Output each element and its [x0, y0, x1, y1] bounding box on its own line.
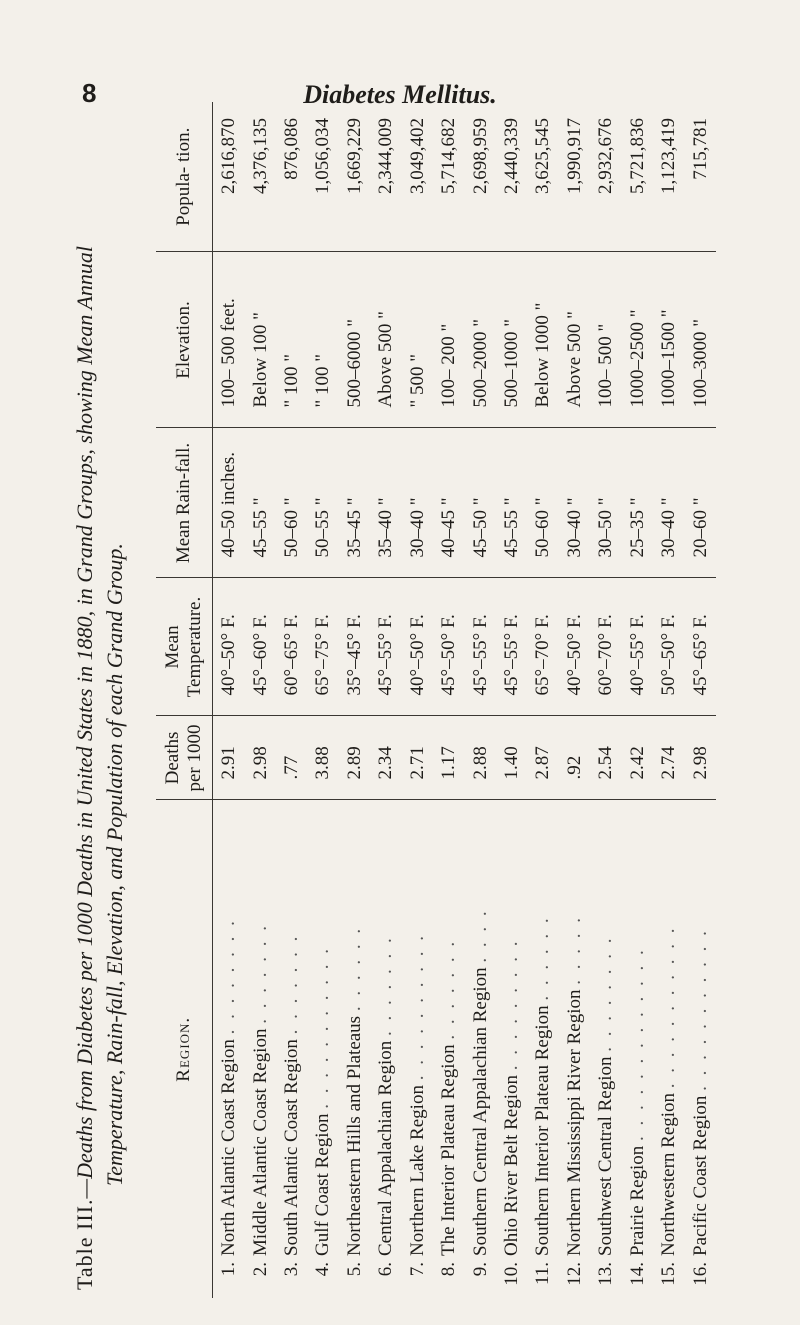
table-row	[433, 102, 464, 1298]
table-row	[559, 102, 590, 1298]
table-row	[370, 102, 401, 1298]
table-row	[307, 102, 338, 1298]
leader-dots: . . . . . . . . . . .	[658, 925, 680, 1089]
elevation-cell: 500–2000 "	[464, 252, 495, 428]
population-cell: 1,123,419	[658, 118, 680, 194]
table-body	[213, 102, 717, 1298]
rainfall-cell: 30–50 "	[590, 428, 621, 578]
leader-dots: . . . . . .	[532, 915, 554, 1001]
rainfall-cell: 45–55 "	[244, 428, 275, 578]
population-cell: 715,781	[689, 118, 711, 180]
table-row	[464, 102, 495, 1298]
elevation-cell: " 100 "	[307, 252, 338, 428]
header-rainfall: Mean Rain-fall.	[156, 428, 213, 578]
region-name: Southern Central Appalachian Region	[469, 967, 491, 1256]
temperature-cell: 45°–60° F.	[244, 578, 275, 716]
region-name: Northern Mississippi River Region	[563, 989, 585, 1256]
region-cell	[684, 800, 716, 1298]
rainfall-cell: 35–45 "	[339, 428, 370, 578]
region-name: Central Appalachian Region	[375, 1040, 397, 1256]
deaths-cell: 1.40	[496, 716, 527, 800]
rainfall-cell: 40–50 inches.	[213, 428, 245, 578]
population-cell: 3,625,545	[532, 118, 554, 194]
leader-dots: . . . . . . . . .	[501, 938, 523, 1071]
header-population: Popula- tion.	[173, 127, 194, 226]
temperature-cell: 60°–70° F.	[590, 578, 621, 716]
leader-dots: . . . . . . . .	[218, 918, 240, 1035]
row-number: 10.	[501, 1262, 523, 1286]
running-head: Diabetes Mellitus.	[303, 80, 497, 109]
header-region: Region.	[156, 800, 213, 1298]
temperature-cell: 50°–50° F.	[653, 578, 684, 716]
leader-dots: . . . . . . .	[249, 923, 271, 1024]
elevation-cell: 100– 500 feet.	[213, 252, 245, 428]
table-row	[276, 102, 307, 1298]
region-name: Pacific Coast Region	[689, 1095, 711, 1256]
row-number: 3.	[281, 1262, 303, 1277]
table-row	[622, 102, 653, 1298]
elevation-cell: 1000–1500 "	[653, 252, 684, 428]
rainfall-cell: 50–60 "	[527, 428, 558, 578]
region-name: Northern Lake Region	[406, 1085, 428, 1256]
table-row	[402, 102, 433, 1298]
population-cell: 1,056,034	[312, 118, 334, 194]
elevation-cell: Above 500 "	[370, 252, 401, 428]
region-name: Ohio River Belt Region	[501, 1074, 523, 1256]
temperature-cell: 35°–45° F.	[339, 578, 370, 716]
temperature-cell: 45°–55° F.	[496, 578, 527, 716]
deaths-cell: 1.17	[433, 716, 464, 800]
temperature-cell: 45°–55° F.	[464, 578, 495, 716]
leader-dots: . . . . .	[563, 914, 585, 985]
elevation-cell: Below 1000 "	[527, 252, 558, 428]
data-table	[156, 102, 716, 1298]
elevation-cell: 1000–2500 "	[622, 252, 653, 428]
table-row	[527, 102, 558, 1298]
population-cell: 5,721,836	[626, 118, 648, 194]
row-number: 6.	[375, 1262, 397, 1277]
deaths-cell: 2.89	[339, 716, 370, 800]
region-cell	[590, 800, 621, 1298]
table-row	[653, 102, 684, 1298]
deaths-cell: 2.74	[653, 716, 684, 800]
elevation-cell: 100– 200 "	[433, 252, 464, 428]
rainfall-cell: 20–60 "	[684, 428, 716, 578]
leader-dots: . . . . . .	[343, 925, 365, 1012]
rotated-table-block	[64, 102, 736, 1298]
deaths-cell: 2.71	[402, 716, 433, 800]
region-cell	[213, 800, 245, 1298]
rainfall-cell: 50–55 "	[307, 428, 338, 578]
deaths-cell: 2.87	[527, 716, 558, 800]
population-cell: 1,669,229	[343, 118, 365, 194]
temperature-cell: 45°–50° F.	[433, 578, 464, 716]
temperature-cell: 65°–70° F.	[527, 578, 558, 716]
row-number: 15.	[658, 1262, 680, 1286]
region-cell	[276, 800, 307, 1298]
row-number: 4.	[312, 1262, 334, 1277]
rainfall-cell: 25–35 "	[622, 428, 653, 578]
rainfall-cell: 50–60 "	[276, 428, 307, 578]
deaths-cell: 2.98	[684, 716, 716, 800]
leader-dots: . . . . . . . .	[595, 935, 617, 1052]
deaths-cell: 3.88	[307, 716, 338, 800]
population-cell: 5,714,682	[438, 118, 460, 194]
header-deaths: Deaths per 1000	[156, 716, 213, 800]
region-cell	[433, 800, 464, 1298]
row-number: 13.	[595, 1262, 617, 1286]
caption-title-line	[70, 102, 100, 1298]
rainfall-cell: 30–40 "	[559, 428, 590, 578]
population-cell: 876,086	[281, 118, 303, 180]
region-cell	[559, 800, 590, 1298]
deaths-cell: .77	[276, 716, 307, 800]
region-cell	[496, 800, 527, 1298]
leader-dots: . . . . . . . . . . .	[689, 928, 711, 1091]
leader-dots: . . . . . . .	[281, 933, 303, 1035]
rainfall-cell: 40–45 "	[433, 428, 464, 578]
elevation-cell: 500–1000 "	[496, 252, 527, 428]
deaths-cell: 2.91	[213, 716, 245, 800]
row-number: 12.	[563, 1262, 585, 1286]
region-name: North Atlantic Coast Region	[218, 1039, 240, 1256]
leader-dots: . . . .	[469, 908, 491, 963]
row-number: 8.	[438, 1262, 460, 1277]
page-number: 8	[82, 78, 97, 108]
region-cell	[464, 800, 495, 1298]
leader-dots: . . . . . . .	[375, 935, 397, 1036]
deaths-cell: 2.54	[590, 716, 621, 800]
region-name: Northeastern Hills and Plateaus	[343, 1015, 365, 1256]
table-caption	[70, 102, 130, 1298]
deaths-cell: 2.88	[464, 716, 495, 800]
header-elevation: Elevation.	[156, 252, 213, 428]
elevation-cell: " 100 "	[276, 252, 307, 428]
temperature-cell: 60°–65° F.	[276, 578, 307, 716]
caption-title: —Deaths from Diabetes per 1000 Deaths in United States in 1880, in Grand Groups, showing Mean Annual	[72, 245, 97, 1199]
table-label: Table III.	[72, 1198, 97, 1290]
temperature-cell: 40°–50° F.	[559, 578, 590, 716]
population-cell: 2,616,870	[218, 118, 240, 194]
population-cell: 3,049,402	[406, 118, 428, 194]
region-cell	[622, 800, 653, 1298]
table-row	[590, 102, 621, 1298]
leader-dots: . . . . . . .	[438, 938, 460, 1040]
temperature-cell: 40°–55° F.	[622, 578, 653, 716]
temperature-cell: 40°–50° F.	[402, 578, 433, 716]
deaths-cell: .92	[559, 716, 590, 800]
elevation-cell: " 500 "	[402, 252, 433, 428]
row-number: 16.	[689, 1262, 711, 1286]
row-number: 5.	[343, 1262, 365, 1277]
region-cell	[527, 800, 558, 1298]
population-cell: 2,440,339	[501, 118, 523, 194]
region-name: Middle Atlantic Coast Region	[249, 1028, 271, 1256]
rainfall-cell: 30–40 "	[402, 428, 433, 578]
row-number: 11.	[532, 1262, 554, 1286]
temperature-cell: 45°–55° F.	[370, 578, 401, 716]
header-row	[156, 102, 213, 1298]
population-cell: 2,932,676	[595, 118, 617, 194]
row-number: 1.	[218, 1262, 240, 1277]
region-name: The Interior Plateau Region	[438, 1044, 460, 1256]
region-name: Southwest Central Region	[595, 1056, 617, 1256]
population-cell: 2,698,959	[469, 118, 491, 194]
elevation-cell: 100–3000 "	[684, 252, 716, 428]
caption-subtitle: Temperature, Rain-fall, Elevation, and Population of each Grand Group.	[102, 543, 127, 1186]
header-temperature: Mean Temperature.	[156, 578, 213, 716]
population-cell: 2,344,009	[375, 118, 397, 194]
temperature-cell: 45°–65° F.	[684, 578, 716, 716]
deaths-cell: 2.98	[244, 716, 275, 800]
deaths-cell: 2.42	[622, 716, 653, 800]
table-row	[213, 102, 245, 1298]
rainfall-cell: 35–40 "	[370, 428, 401, 578]
elevation-cell: 100– 500 "	[590, 252, 621, 428]
rainfall-cell: 45–55 "	[496, 428, 527, 578]
table-row	[684, 102, 716, 1298]
row-number: 9.	[469, 1262, 491, 1277]
rainfall-cell: 30–40 "	[653, 428, 684, 578]
region-cell	[370, 800, 401, 1298]
leader-dots: . . . . . . . . . . .	[312, 946, 334, 1109]
deaths-cell: 2.34	[370, 716, 401, 800]
temperature-cell: 65°–75° F.	[307, 578, 338, 716]
region-name: Northwestern Region	[658, 1092, 680, 1256]
region-name: Gulf Coast Region	[312, 1113, 334, 1256]
temperature-cell: 40°–50° F.	[213, 578, 245, 716]
region-cell	[244, 800, 275, 1298]
leader-dots: . . . . . . . . . . . . .	[626, 947, 648, 1141]
region-name: Prairie Region	[626, 1145, 648, 1256]
row-number: 7.	[406, 1262, 428, 1277]
table-row	[496, 102, 527, 1298]
region-cell	[307, 800, 338, 1298]
region-name: Southern Interior Plateau Region	[532, 1005, 554, 1256]
elevation-cell: Below 100 "	[244, 252, 275, 428]
row-number: 14.	[626, 1262, 648, 1286]
region-name: South Atlantic Coast Region	[281, 1039, 303, 1256]
elevation-cell: Above 500 "	[559, 252, 590, 428]
region-cell	[402, 800, 433, 1298]
table-row	[339, 102, 370, 1298]
table-row	[244, 102, 275, 1298]
population-cell: 4,376,135	[249, 118, 271, 194]
region-cell	[653, 800, 684, 1298]
row-number: 2.	[249, 1262, 271, 1277]
population-cell: 1,990,917	[563, 118, 585, 194]
leader-dots: . . . . . . . . . .	[406, 933, 428, 1081]
region-cell	[339, 800, 370, 1298]
rainfall-cell: 45–50 "	[464, 428, 495, 578]
elevation-cell: 500–6000 "	[339, 252, 370, 428]
